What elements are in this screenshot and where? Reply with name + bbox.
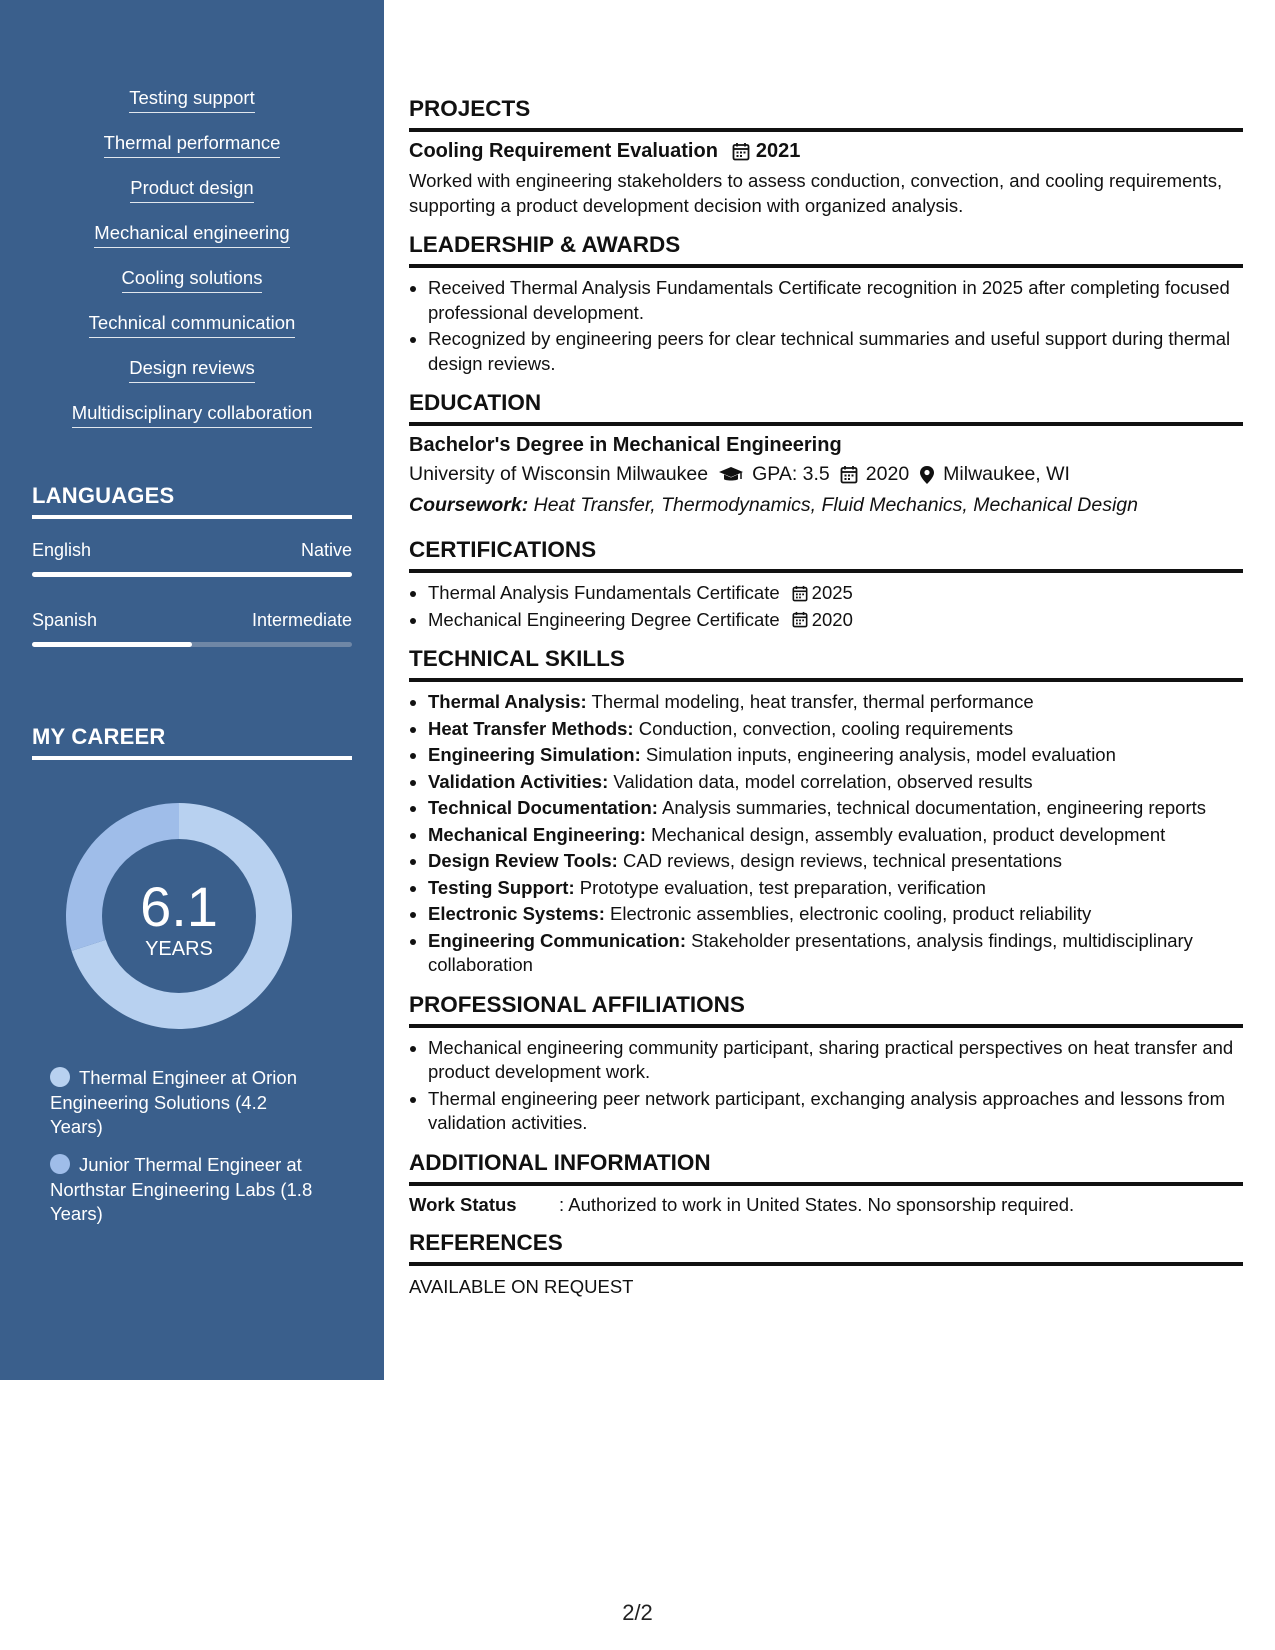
certification-name: • Mechanical Engineering Degree Certificate (428, 608, 780, 630)
skill-tag: Testing support (129, 86, 254, 113)
certifications-section (409, 533, 1243, 632)
skill-tag: Technical communication (89, 311, 296, 338)
legend-dot (50, 1067, 70, 1087)
skill-category: Mechanical Engineering: (428, 823, 646, 845)
skill-category: Electronic Systems: (428, 903, 605, 924)
degree-title: Bachelor's Degree in Mechanical Engineering (409, 434, 842, 456)
school-name: University of Wisconsin Milwaukee (409, 463, 709, 485)
language-proficiency-bar (32, 642, 352, 647)
page-number: 2/2 (622, 1600, 653, 1625)
skill-details: Electronic assemblies, electronic cooling, product reliability (604, 903, 1092, 924)
skill-details: Stakeholder presentations, analysis findings, multidisciplinary collaboration (428, 929, 1193, 975)
skill-tag: Design reviews (129, 356, 254, 383)
skill-category: Engineering Simulation: (428, 744, 641, 765)
skill-details: Analysis summaries, technical documentation, engineering reports (657, 797, 1206, 818)
language-name: Spanish (32, 610, 98, 630)
certification-item (428, 608, 1243, 633)
graduation-cap-icon (718, 466, 744, 484)
section-heading: LEADERSHIP & AWARDS (409, 228, 1243, 268)
list-item: • Thermal engineering peer network participant, exchanging analysis approaches and lessons from validation activities. (428, 1087, 1243, 1136)
skill-details: CAD reviews, design reviews, technical presentations (617, 850, 1063, 871)
certification-year: 2025 (811, 582, 853, 603)
additional-info-section (409, 1146, 1243, 1216)
references-text: AVAILABLE ON REQUEST (409, 1275, 634, 1297)
language-proficiency-bar (32, 572, 352, 577)
skill-item (428, 770, 1243, 795)
skill-category: Design Review Tools: (428, 850, 618, 871)
skill-category: Heat Transfer Methods: (428, 717, 634, 739)
main-content (409, 92, 1243, 1308)
skill-category: Testing Support: (428, 876, 575, 898)
language-item (32, 540, 352, 577)
projects-section (409, 92, 1243, 218)
skill-details: Thermal modeling, heat transfer, thermal performance (586, 691, 1034, 712)
skill-item (428, 849, 1243, 874)
skill-item (428, 902, 1243, 927)
list-item: • Recognized by engineering peers for clear technical summaries and useful support during thermal design reviews. (428, 327, 1243, 376)
skill-tag: Mechanical engineering (94, 221, 289, 248)
language-name: English (32, 540, 92, 560)
section-heading: REFERENCES (409, 1226, 1243, 1266)
affiliations-section (409, 988, 1243, 1136)
list-item: • Mechanical engineering community participant, sharing practical perspectives on heat transfer and product development work. (428, 1036, 1243, 1085)
skill-tag: Cooling solutions (122, 266, 263, 293)
coursework (409, 494, 1243, 517)
section-heading: EDUCATION (409, 386, 1243, 426)
certification-name: • Thermal Analysis Fundamentals Certificate (428, 582, 780, 603)
career-donut-chart (66, 803, 292, 1029)
graduation-year: 2020 (865, 463, 910, 485)
skill-item (428, 690, 1243, 715)
education-section (409, 386, 1243, 517)
skill-category: Thermal Analysis: (428, 691, 587, 712)
references-section (409, 1226, 1243, 1298)
project-title: Cooling Requirement Evaluation (409, 140, 718, 162)
career-job-label: Junior Thermal Engineer at Northstar Engineering Labs (1.8 Years) (50, 1154, 313, 1224)
skill-category: Validation Activities: (428, 770, 609, 792)
career-heading: MY CAREER (32, 724, 352, 760)
coursework-list: Heat Transfer, Thermodynamics, Fluid Mechanics, Mechanical Design (528, 494, 1138, 516)
section-heading: ADDITIONAL INFORMATION (409, 1146, 1243, 1186)
work-status-label: Work Status (409, 1193, 517, 1215)
language-level: Intermediate (251, 610, 352, 630)
skill-item (428, 876, 1243, 901)
list-item: • Received Thermal Analysis Fundamentals Certificate recognition in 2025 after completing focused professional development. (428, 276, 1243, 325)
calendar-icon (792, 585, 808, 602)
work-status-value: : Authorized to work in United States. No sponsorship required. (559, 1193, 1075, 1215)
career-total-value: 6.1 (140, 875, 218, 938)
section-heading: TECHNICAL SKILLS (409, 642, 1243, 682)
skill-item (428, 796, 1243, 821)
skill-tag: Multidisciplinary collaboration (72, 401, 313, 428)
skill-item (428, 743, 1243, 768)
project-title-row (409, 140, 1243, 163)
calendar-icon (840, 465, 858, 484)
skill-category: Technical Documentation: (428, 797, 658, 818)
skill-category: Engineering Communication: (428, 929, 686, 951)
languages-heading: LANGUAGES (32, 483, 352, 519)
skill-item (428, 823, 1243, 848)
gpa: GPA: 3.5 (752, 463, 830, 485)
certification-year: 2020 (811, 608, 853, 630)
certification-item (428, 581, 1243, 606)
section-heading: PROJECTS (409, 92, 1243, 132)
coursework-label: Coursework: (409, 494, 529, 516)
education-details (409, 463, 1243, 486)
legend-dot (50, 1154, 70, 1174)
project-year: 2021 (755, 140, 801, 162)
skill-tag: Thermal performance (104, 131, 281, 158)
skills-list (0, 86, 384, 446)
skill-item (428, 929, 1243, 978)
project-description: Worked with engineering stakeholders to assess conduction, convection, and cooling requirements, supporting a product development decision with organized analysis. (409, 170, 1223, 216)
language-proficiency-fill (32, 572, 352, 577)
skill-details: Validation data, model correlation, observed results (608, 770, 1033, 792)
calendar-icon (732, 142, 750, 161)
skill-item (428, 717, 1243, 742)
location-pin-icon (919, 465, 935, 485)
technical-skills-section (409, 642, 1243, 978)
language-proficiency-fill (32, 642, 192, 647)
work-status-row (409, 1194, 1243, 1216)
language-item (32, 610, 352, 647)
leadership-section (409, 228, 1243, 376)
school-location: Milwaukee, WI (943, 463, 1070, 485)
sidebar (0, 0, 384, 1380)
skill-tag: Product design (130, 176, 253, 203)
section-heading: CERTIFICATIONS (409, 533, 1243, 573)
career-job-label: Thermal Engineer at Orion Engineering Solutions (4.2 Years) (50, 1067, 297, 1137)
career-total-unit: YEARS (145, 938, 213, 960)
skill-details: Simulation inputs, engineering analysis, model evaluation (640, 744, 1116, 765)
career-legend-item (50, 1153, 320, 1227)
skill-details: Conduction, convection, cooling requirements (633, 717, 1014, 739)
skill-details: Prototype evaluation, test preparation, verification (574, 876, 986, 898)
language-level: Native (300, 540, 352, 560)
skill-details: Mechanical design, assembly evaluation, product development (645, 823, 1166, 845)
calendar-icon (792, 611, 808, 628)
career-legend-item (50, 1066, 320, 1140)
section-heading: PROFESSIONAL AFFILIATIONS (409, 988, 1243, 1028)
